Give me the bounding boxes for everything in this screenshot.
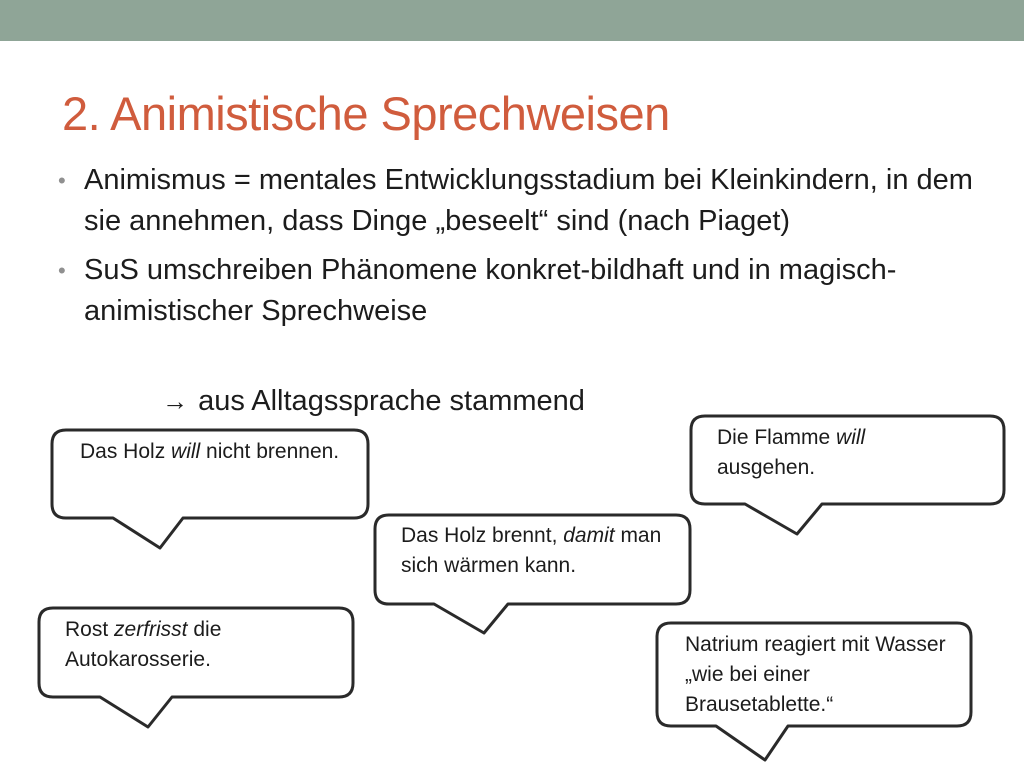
- speech-bubble-text: Die Flamme will ausgehen.: [717, 426, 866, 479]
- bullet-dot-icon: •: [58, 258, 66, 283]
- speech-bubble-text: Rost zerfrisst die Autokarosserie.: [65, 618, 222, 671]
- bullet-text: SuS umschreiben Phänomene konkret-bildhaft und in magisch-animistischer Sprechweise: [84, 254, 897, 327]
- speech-bubble-text: Das Holz brennt, damit man sich wärmen kann.: [401, 524, 662, 577]
- speech-bubble-text: Das Holz will nicht brennen.: [80, 440, 340, 463]
- slide-title: 2. Animistische Sprechweisen: [62, 87, 670, 140]
- bullet-dot-icon: •: [58, 168, 66, 193]
- right-arrow-icon: →: [162, 386, 188, 416]
- speech-bubble-text: Natrium reagiert mit Wasser „wie bei einer Brausetablette.“: [685, 633, 946, 716]
- arrow-note-text: aus Alltagssprache stammend: [198, 385, 585, 417]
- bullet-text: Animismus = mentales Entwicklungsstadium bei Kleinkindern, in dem sie annehmen, dass Dinge „beseelt“ sind (nach Piaget): [84, 164, 973, 237]
